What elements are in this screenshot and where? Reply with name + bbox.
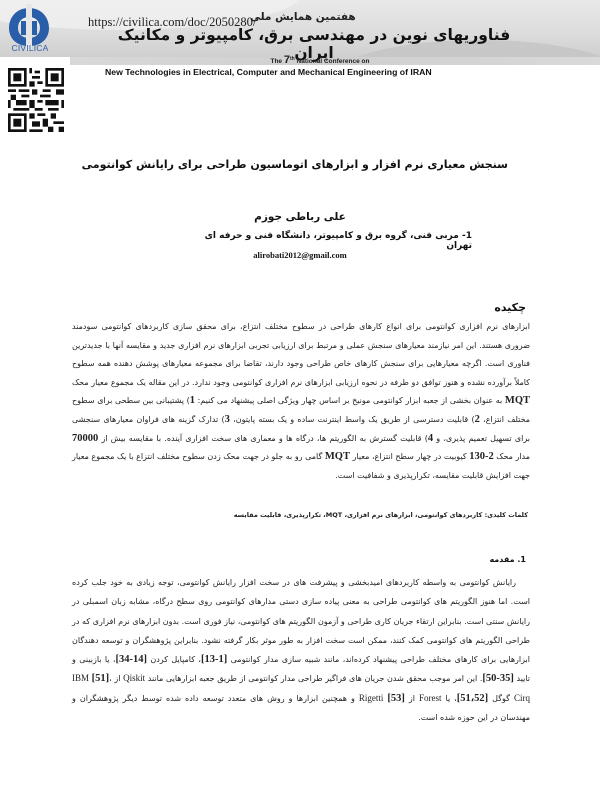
intro-part: رایانش کوانتومی به واسطه کاربردهای امیدبخشی و پیشرفت های در سخت افزار رایانش کوانتومی، توجه زیادی به خود جلب کرده است. اما هنوز الگوریتم های کوانتومی طراحی به معنی پیاده سازی دستی مدارهای کوانتومی روی سطح درگاه، مشابه زبان اسمبلی در رایانش سنتی است. بنابراین ارتقاء جریان کاری طراحی و آزمون الگوریتم های کوانتومی، نیاز فوری است. بدون ابزارهای نرم افزاری که در طراحی الگوریتم های کوانتومی کمک کنند، ممکن است سخت افزار به طور موثر بکار گرفته نشود. بنابراین پژوهشگران و توسعه دهندگان ابزارهایی برای کارهای مختلف طراحی پیشنهاد کرده‌اند، مانند شبیه سازی مدار کوانتومی [72, 578, 530, 665]
intro-part: از [111, 674, 124, 684]
abstract-number: 3 [224, 413, 230, 425]
abstract-part: ) پشتیبانی بین سطحی برای سطوح مختلف انتزاع، [72, 396, 531, 424]
intro-part: ، یا بازبینی و تایید [72, 655, 531, 684]
conference-title-en: New Technologies in Electrical, Computer and Mechanical Engineering of IRAN [105, 67, 432, 77]
intro-part: و همچنین ابزارها و روش های متعدد توسعه داده شده توسط دیگر پژوهشگران و مهندسان در این حوزه شده است. [72, 693, 530, 723]
paper-title: سنجش معیاری نرم افزار و ابزارهای اتوماسیون طراحی برای رایانش کوانتومی [81, 158, 508, 171]
abstract-number: 1 [189, 395, 195, 407]
citation: [35-50] [482, 673, 514, 685]
conference-en-sup: th [289, 55, 295, 62]
introduction-text [72, 573, 530, 727]
intro-part: . این امر موجب محقق شدن جریان های فراگیر طراحی مدار کوانتومی از طریق جعبه ابزارهایی مانند [145, 674, 483, 684]
abstract-number: 70000 [72, 432, 99, 444]
conference-subtitle-fa: هفتمین همایش ملی [250, 11, 356, 23]
company-name: IBM [72, 673, 90, 684]
abstract-text [72, 318, 530, 485]
abstract-part: کیوبیت در چهار سطح انتزاع، معیار [349, 452, 470, 462]
logo-text: CIVILICA [11, 43, 49, 53]
abstract-part: به عنوان بخشی از جعبه ابزار کوانتومی مونیخ بر اساس چهار ویژگی اصلی پیشنهاد می کنیم: [194, 396, 505, 406]
conference-en-number: 7 [283, 54, 290, 66]
abstract-part: مدار محک [493, 452, 531, 462]
abstract-part: ) قابلیت گسترش به الگوریتم ها، درگاه ها و معماری های سخت افزاری آینده. با مقایسه بیش از [98, 433, 428, 443]
citation: [51،52] [456, 692, 489, 704]
tool-name: Cirq [513, 692, 530, 703]
abstract-term: MQT [324, 451, 350, 463]
intro-part: ، یا [441, 693, 457, 703]
abstract-part: ) قابلیت دسترسی از طریق یک واسط اینترنت ساده و یک بسته پایتون، [229, 414, 475, 424]
abstract-term: MQT [504, 395, 530, 407]
abstract-number: 2 [474, 413, 480, 425]
introduction-heading: 1. مقدمه [489, 555, 526, 564]
author-name: علی رباطی جوزم [254, 211, 346, 223]
intro-part: از [404, 693, 419, 703]
document-url-link[interactable]: https://civilica.com/doc/2050280/ [88, 15, 257, 29]
conference-title-fa: فناوریهای نوین در مهندسی برق، کامپیوتر و مکانیک ایران [117, 26, 511, 62]
intro-part: ، کامپایل کردن [146, 655, 202, 665]
citation: [53] [387, 692, 405, 704]
qr-code-icon[interactable] [8, 68, 64, 132]
citation: [14-34] [115, 654, 147, 666]
conference-en-prefix: The [270, 58, 283, 65]
company-name: Rigetti [358, 692, 384, 703]
citation: [51] [91, 673, 110, 685]
abstract-part: ابزارهای نرم افزاری کوانتومی برای انواع کارهای طراحی در سطوح مختلف انتزاع، برای محقق سازی کاربردهای کوانتومی سودمند ضروری هستند. این امر نیازمند معیارهای سنجش عملی و مرتبط برای ارزیابی تجربی ابزارهای نرم افزاری جدید و مقایسه آنها با جدیدترین فناوری است. اگرچه معیارهایی برای سنجش کارهای خاص طراحی وجود دارند، تقاضا برای مجموعه معیارهای پوشش دهنده همه سطوح کاملاً برآورده نشده و هنوز توافق دو طرفه در نحوه ارزیابی ابزارهای نرم افزاری کوانتومی وجود ندارد. در این مقاله یک مجموع معیار محک [72, 322, 530, 387]
abstract-number: 2-130 [469, 451, 494, 463]
abstract-number: 4 [427, 432, 434, 444]
abstract-part: ) تدارک گزینه های فراوان معیارهای سنجشی برای تسهیل تعمیم پذیری، و [72, 414, 530, 443]
conference-edition-en [0, 54, 600, 66]
citation: [1-13] [201, 654, 228, 666]
abstract-part: گامی رو به جلو در جهت محک زدن سطوح مختلف انتزاع با یک مجموع معیار جهت افزایش قابلیت مقایسه، تکرارپذیری و شفافیت است. [72, 452, 530, 480]
tool-name: Forest [419, 692, 442, 703]
intro-part: ، [109, 674, 112, 684]
abstract-heading: چکیده [494, 301, 526, 314]
author-affiliation: 1- مربی فنی، گروه برق و کامپیوتر، دانشگاه فنی و حرفه ای تهران [204, 231, 472, 251]
tool-name: Qiskit [123, 673, 146, 684]
conference-en-suffix: National Conference on [296, 58, 370, 65]
intro-part: گوگل [488, 693, 514, 703]
author-email[interactable]: alirobati2012@gmail.com [253, 250, 347, 260]
keywords: کلمات کلیدی: کاربردهای کوانتومی، ابزارهای نرم افزاری، MQT، تکرارپذیری، قابلیت مقایسه [233, 511, 528, 519]
